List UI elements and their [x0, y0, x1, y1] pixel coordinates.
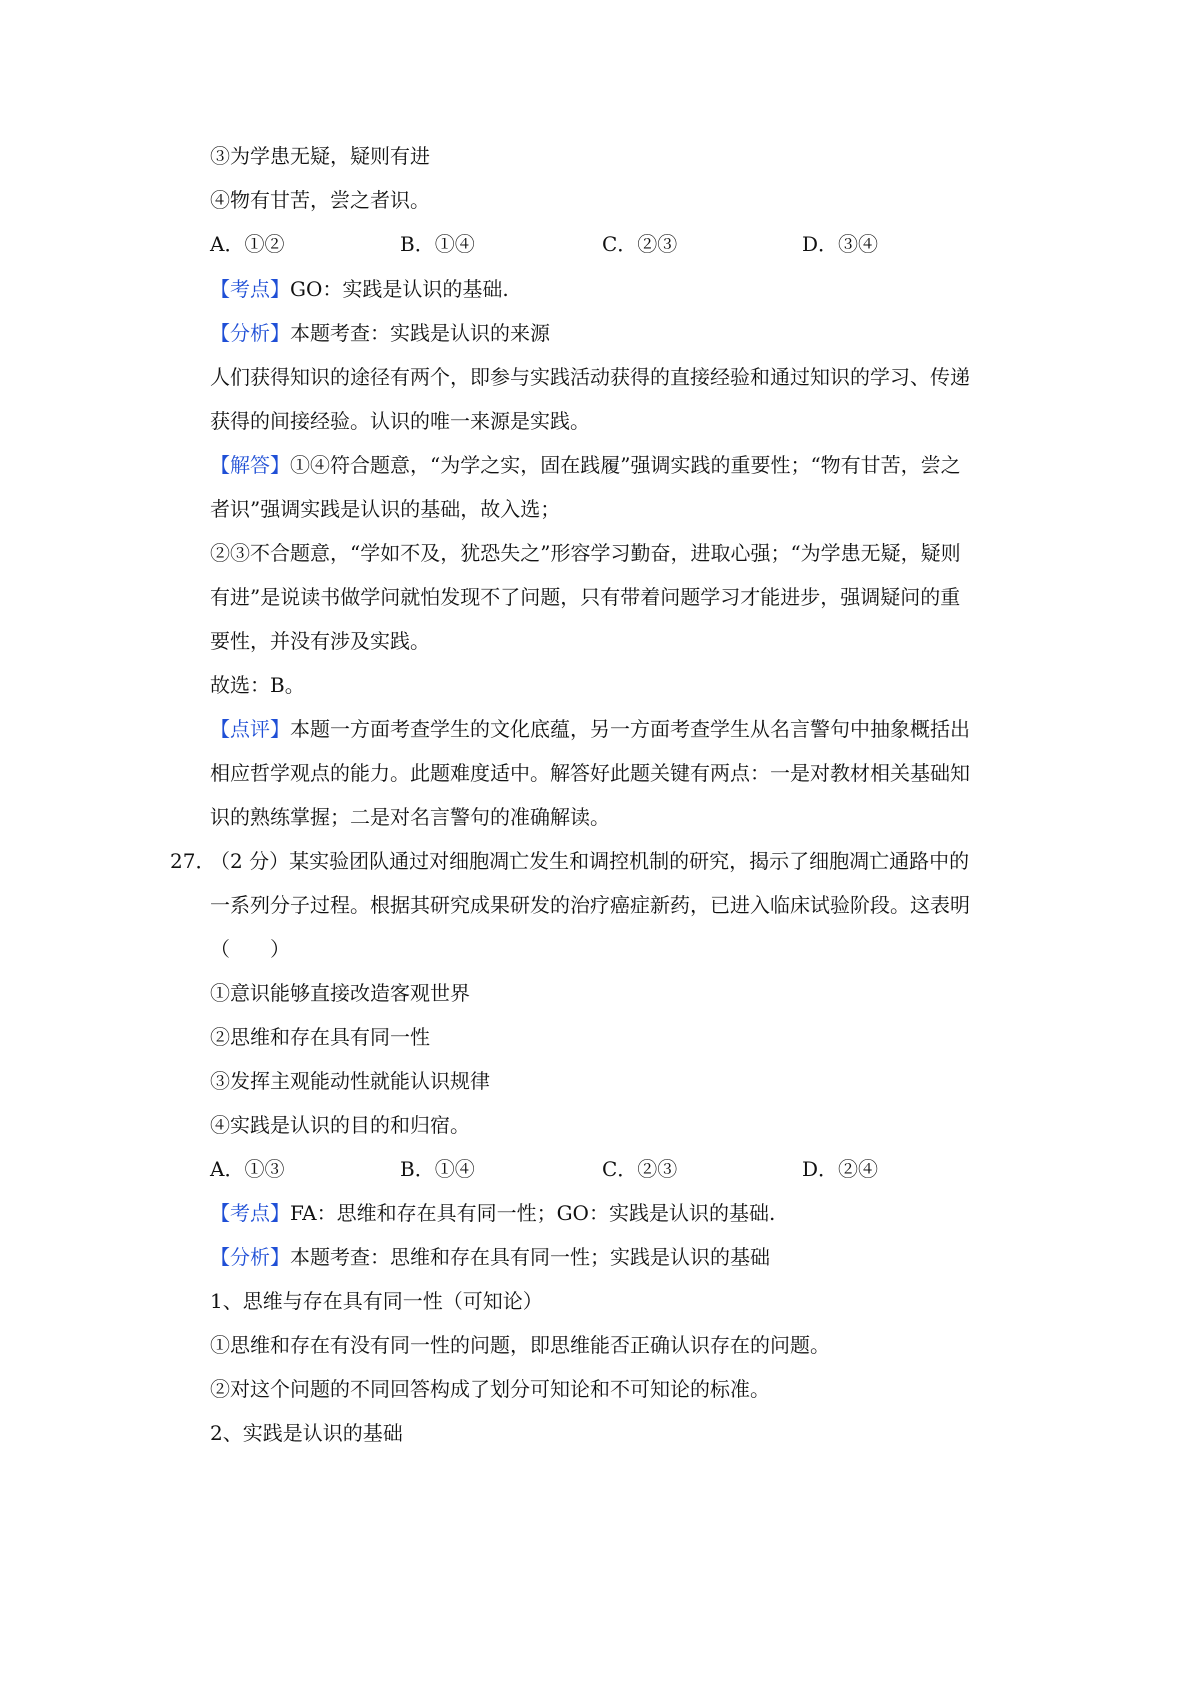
q26-jieda-line-4: 有进”是说读书做学问就怕发现不了问题，只有带着问题学习才能进步，强调疑问的重 — [210, 585, 961, 609]
q26-fenxi-line-1: 人们获得知识的途径有两个，即参与实践活动获得的直接经验和通过知识的学习、传递 — [210, 365, 970, 389]
q26-fenxi-line-2: 获得的间接经验。认识的唯一来源是实践。 — [210, 409, 590, 433]
jieda-line-1: ①④符合题意，“为学之实，固在践履”强调实践的重要性；“物有甘苦，尝之 — [290, 453, 961, 477]
q27-point-1-b: ②对这个问题的不同回答构成了划分可知论和不可知论的标准。 — [210, 1377, 770, 1401]
q27-item-1: ①意识能够直接改造客观世界 — [210, 981, 470, 1005]
q26-option-b: B．①④ — [400, 232, 475, 256]
q26-item-4: ④物有甘苦，尝之者识。 — [210, 188, 430, 212]
q27-stem-line-1: （2 分）某实验团队通过对细胞凋亡发生和调控机制的研究，揭示了细胞凋亡通路中的 — [210, 849, 970, 873]
q27-option-a: A．①③ — [210, 1157, 285, 1181]
q26-kaodian — [210, 276, 1030, 302]
q26-option-c: C．②③ — [602, 232, 678, 256]
kaodian-text: GO：实践是认识的基础. — [290, 277, 509, 301]
q26-dianping-line-3: 识的熟练掌握；二是对名言警句的准确解读。 — [210, 805, 610, 829]
q27-number: 27． — [170, 849, 216, 873]
q26-jieda-line-3: ②③不合题意，“学如不及，犹恐失之”形容学习勤奋，进取心强；“为学患无疑，疑则 — [210, 541, 961, 565]
q27-stem-line-2: 一系列分子过程。根据其研究成果研发的治疗癌症新药，已进入临床试验阶段。这表明 — [210, 893, 970, 917]
q26-jieda-line-5: 要性，并没有涉及实践。 — [210, 629, 430, 653]
kaodian-text: FA：思维和存在具有同一性；GO：实践是认识的基础. — [290, 1201, 776, 1225]
jieda-tag: 【解答】 — [210, 453, 290, 477]
q26-jieda — [210, 452, 1030, 478]
q27-option-d: D．②④ — [802, 1157, 879, 1181]
q27-item-2: ②思维和存在具有同一性 — [210, 1025, 430, 1049]
fenxi-text: 本题考查：实践是认识的来源 — [290, 321, 550, 345]
dianping-line-1: 本题一方面考查学生的文化底蕴，另一方面考查学生从名言警句中抽象概括出 — [290, 717, 970, 741]
q26-jieda-line-2: 者识”强调实践是认识的基础，故入选； — [210, 497, 561, 521]
fenxi-tag: 【分析】 — [210, 1245, 290, 1269]
q26-dianping-line-2: 相应哲学观点的能力。此题难度适中。解答好此题关键有两点：一是对教材相关基础知 — [210, 761, 970, 785]
fenxi-text: 本题考查：思维和存在具有同一性；实践是认识的基础 — [290, 1245, 770, 1269]
q27-fenxi — [210, 1244, 1030, 1270]
kaodian-tag: 【考点】 — [210, 277, 290, 301]
kaodian-tag: 【考点】 — [210, 1201, 290, 1225]
q27-point-1-a: ①思维和存在有没有同一性的问题，即思维能否正确认识存在的问题。 — [210, 1333, 830, 1357]
q26-dianping — [210, 716, 1030, 742]
q26-options — [210, 231, 1030, 257]
q27-option-c: C．②③ — [602, 1157, 678, 1181]
fenxi-tag: 【分析】 — [210, 321, 290, 345]
q27-options — [210, 1156, 1030, 1182]
q26-item-3: ③为学患无疑，疑则有进 — [210, 144, 430, 168]
q27-option-b: B．①④ — [400, 1157, 475, 1181]
q26-answer: 故选：B。 — [210, 673, 305, 697]
q27-item-3: ③发挥主观能动性就能认识规律 — [210, 1069, 490, 1093]
q27-item-4: ④实践是认识的目的和归宿。 — [210, 1113, 470, 1137]
q26-option-a: A．①② — [210, 232, 285, 256]
q26-option-d: D．③④ — [802, 232, 879, 256]
q26-fenxi — [210, 320, 1030, 346]
dianping-tag: 【点评】 — [210, 717, 290, 741]
q27-stem-line-3: （ ） — [210, 937, 290, 961]
q27-point-2: 2、实践是认识的基础 — [210, 1421, 403, 1445]
q27-point-1: 1、思维与存在具有同一性（可知论） — [210, 1289, 543, 1313]
q27-kaodian — [210, 1200, 1030, 1226]
